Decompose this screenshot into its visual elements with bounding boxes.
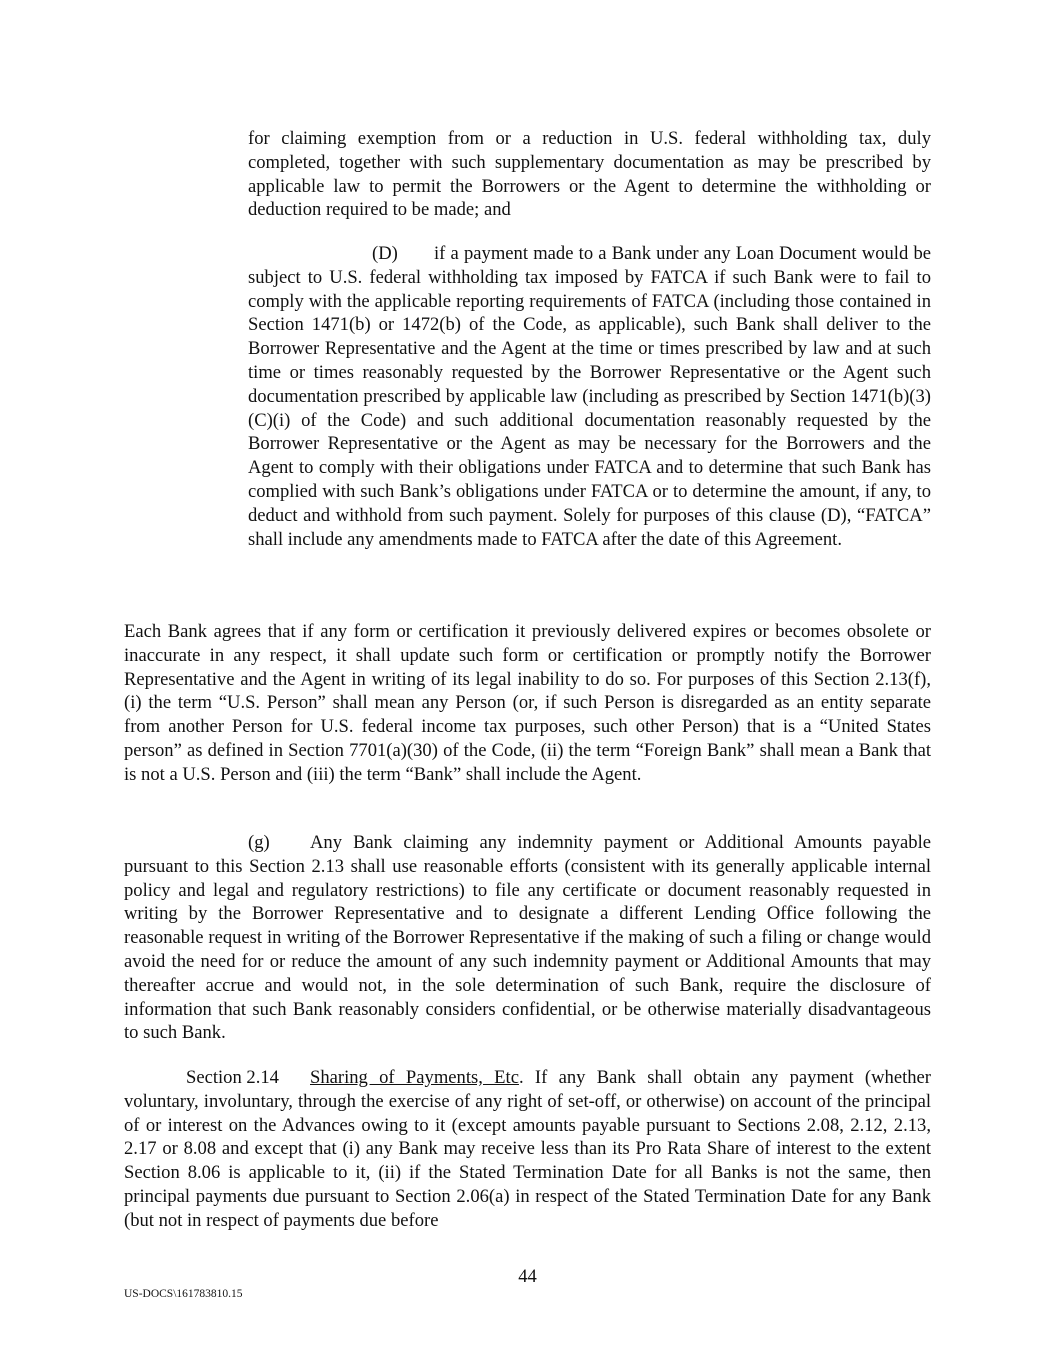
clause-d <box>248 242 931 551</box>
section-2-14 <box>124 1066 931 1233</box>
section-2-14-heading: Sharing of Payments, Etc <box>310 1067 519 1088</box>
clause-g <box>124 831 931 1045</box>
clause-g-label: (g) <box>248 832 270 853</box>
document-id: US-DOCS\161783810.15 <box>124 1288 243 1300</box>
clause-g-text: Any Bank claiming any indemnity payment or Additional Amounts payable pursuant to this Section 2.13 shall use reasonable efforts (consistent with its generally applicable internal policy and legal and regulatory restrictions) to file any certificate or document reasonably requested in writing by the Borrower Representative and to designate a different Lending Office following the reasonable request in writing of the Borrower Representative if the making of such a filing or change would avoid the need for or reduce the amount of any such indemnity payment or Additional Amounts that may thereafter accrue and would not, in the sole determination of such Bank, require the disclosure of information that such Bank reasonably considers confidential, or be otherwise materially disadvantageous to such Bank. <box>124 832 931 1044</box>
section-2-14-number: Section 2.14 <box>186 1067 279 1088</box>
each-bank-paragraph <box>124 620 931 787</box>
clause-c-continuation <box>248 127 931 222</box>
clause-d-text: if a payment made to a Bank under any Loan Document would be subject to U.S. federal withholding tax imposed by FATCA if such Bank were to fail to comply with the applicable reporting requirements of FATCA (including those contained in Section 1471(b) or 1472(b) of the Code, as applicable), such Bank shall deliver to the Borrower Representative and the Agent at the time or times prescribed by law and at such time or times reasonably requested by the Borrower Representative or the Agent such documentation prescribed by applicable law (including as prescribed by Section 1471(b)(3)(C)(i) of the Code) and such additional documentation reasonably requested by the Borrower Representative or the Agent as may be necessary for the Borrowers and the Agent to comply with their obligations under FATCA and to determine that such Bank has complied with such Bank’s obligations under FATCA or to determine the amount, if any, to deduct and withhold from such payment. Solely for purposes of this clause (D), “FATCA” shall include any amendments made to FATCA after the date of this Agreement. <box>248 243 931 550</box>
clause-d-label: (D) <box>372 243 398 264</box>
each-bank-text: Each Bank agrees that if any form or certification it previously delivered expires or becomes obsolete or inaccurate in any respect, it shall update such form or certification or promptly notify the Borrower Representative and the Agent in writing of its legal inability to do so. For purposes of this Section 2.13(f), (i) the term “U.S. Person” shall mean any Person (or, if such Person is disregarded as an entity separate from another Person for U.S. federal income tax purposes, such other Person) that is a “United States person” as defined in Section 7701(a)(30) of the Code, (ii) the term “Foreign Bank” shall mean a Bank that is not a U.S. Person and (iii) the term “Bank” shall include the Agent. <box>124 621 931 785</box>
clause-c-text: for claiming exemption from or a reduction in U.S. federal withholding tax, duly completed, together with such supplementary documentation as may be prescribed by applicable law to permit the Borrowers or the Agent to determine the withholding or deduction required to be made; and <box>248 128 931 221</box>
page-number: 44 <box>518 1266 537 1287</box>
section-2-14-text: . If any Bank shall obtain any payment (whether voluntary, involuntary, through the exercise of any right of set-off, or otherwise) on account of the principal of or interest on the Advances owing to it (except amounts payable pursuant to Sections 2.08, 2.12, 2.13, 2.17 or 8.08 and except that (i) any Bank may receive less than its Pro Rata Share of interest to the extent Section 8.06 is applicable to it, (ii) if the Stated Termination Date for all Banks is not the same, then principal payments due pursuant to Section 2.06(a) in respect of the Stated Termination Date for any Bank (but not in respect of payments due before <box>124 1067 931 1231</box>
